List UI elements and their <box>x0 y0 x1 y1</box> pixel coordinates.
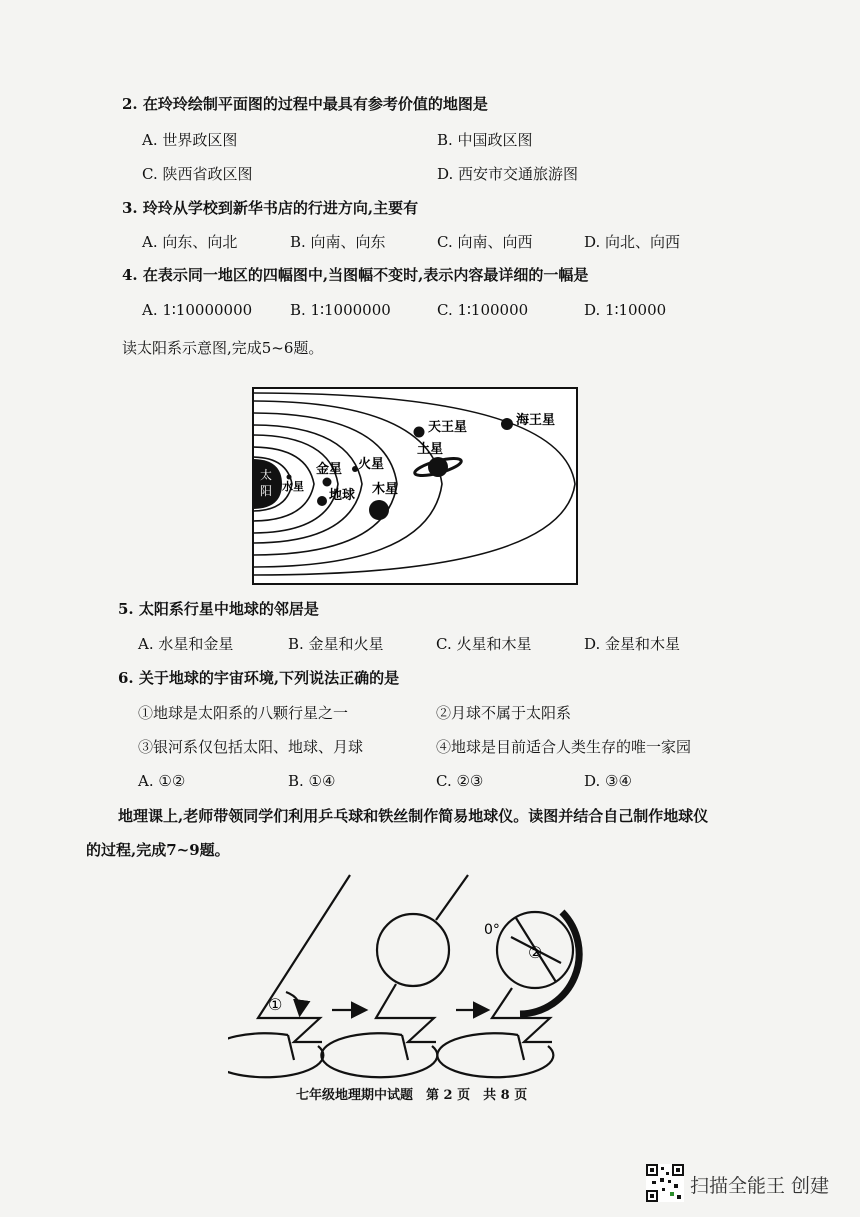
q2-option-b: B. 中国政区图 <box>437 131 533 149</box>
page-footer: 七年级地理期中试题 第 2 页 共 8 页 <box>296 1088 528 1103</box>
saturn <box>428 457 448 477</box>
q2-option-d: D. 西安市交通旅游图 <box>437 165 579 183</box>
q5-option-b: B. 金星和火星 <box>288 635 384 653</box>
q5-option-d: D. 金星和木星 <box>584 635 681 653</box>
saturn-label: 土星 <box>417 442 444 457</box>
q3-option-b: B. 向南、向东 <box>290 233 386 251</box>
q2-option-c: C. 陕西省政区图 <box>142 165 253 183</box>
q2-stem: 2. 在玲玲绘制平面图的过程中最具有参考价值的地图是 <box>122 95 488 113</box>
q3-stem: 3. 玲玲从学校到新华书店的行进方向,主要有 <box>122 199 419 217</box>
q3-option-c: C. 向南、向西 <box>437 233 533 251</box>
q6-option-d: D. ③④ <box>584 772 632 790</box>
mercury <box>287 475 292 480</box>
stage-2-ball <box>321 875 468 1077</box>
q4-option-a: A. 1∶10000000 <box>142 301 253 319</box>
earth <box>317 496 327 506</box>
q6-option-a: A. ①② <box>138 772 186 790</box>
q6-option-b: B. ①④ <box>288 772 336 790</box>
jupiter-label: 木星 <box>372 482 399 497</box>
intro-7-9-line2: 的过程,完成7~9题。 <box>86 841 230 859</box>
q6-statement-1: ①地球是太阳系的八颗行星之一 <box>138 704 349 722</box>
q3-option-a: A. 向东、向北 <box>142 233 238 251</box>
q2-option-a: A. 世界政区图 <box>142 131 238 149</box>
q6-stem: 6. 关于地球的宇宙环境,下列说法正确的是 <box>118 669 400 687</box>
venus-label: 金星 <box>316 462 343 477</box>
solar-system-diagram <box>252 387 578 585</box>
q4-option-b: B. 1∶1000000 <box>290 301 391 319</box>
label-1: ① <box>268 995 283 1014</box>
q6-statement-2: ②月球不属于太阳系 <box>436 704 572 722</box>
mercury-label: 水星 <box>282 480 304 493</box>
qr-code-icon <box>646 1164 684 1202</box>
q4-option-d: D. 1∶10000 <box>584 301 667 319</box>
q5-stem: 5. 太阳系行星中地球的邻居是 <box>118 600 319 618</box>
neptune-label: 海王星 <box>516 413 556 428</box>
q5-option-c: C. 火星和木星 <box>436 635 532 653</box>
neptune <box>501 418 513 430</box>
stage-1-wire <box>228 875 350 1077</box>
uranus <box>414 427 425 438</box>
q6-statement-4: ④地球是目前适合人类生存的唯一家园 <box>436 738 692 756</box>
mars-label: 火星 <box>358 457 385 472</box>
globe-making-diagram <box>228 870 628 1080</box>
intro-5-6: 读太阳系示意图,完成5~6题。 <box>122 339 324 357</box>
uranus-label: 天王星 <box>428 420 468 435</box>
q6-option-c: C. ②③ <box>436 772 484 790</box>
intro-7-9-line1: 地理课上,老师带领同学们利用乒乓球和铁丝制作简易地球仪。读图并结合自己制作地球仪 <box>118 807 709 825</box>
q4-option-c: C. 1∶100000 <box>437 301 529 319</box>
sun-label-2: 阳 <box>260 484 273 498</box>
q4-stem: 4. 在表示同一地区的四幅图中,当图幅不变时,表示内容最详细的一幅是 <box>122 266 589 284</box>
q5-option-a: A. 水星和金星 <box>138 635 234 653</box>
watermark-text: 扫描全能王 创建 <box>690 1175 830 1197</box>
angle-label: 0° <box>484 922 500 938</box>
jupiter <box>369 500 389 520</box>
sun-label-1: 太 <box>260 468 273 482</box>
label-2: ② <box>528 943 543 962</box>
q3-option-d: D. 向北、向西 <box>584 233 681 251</box>
q6-statement-3: ③银河系仅包括太阳、地球、月球 <box>138 738 364 756</box>
venus <box>323 478 332 487</box>
earth-label: 地球 <box>329 488 356 503</box>
stage-3-globe <box>437 912 579 1077</box>
